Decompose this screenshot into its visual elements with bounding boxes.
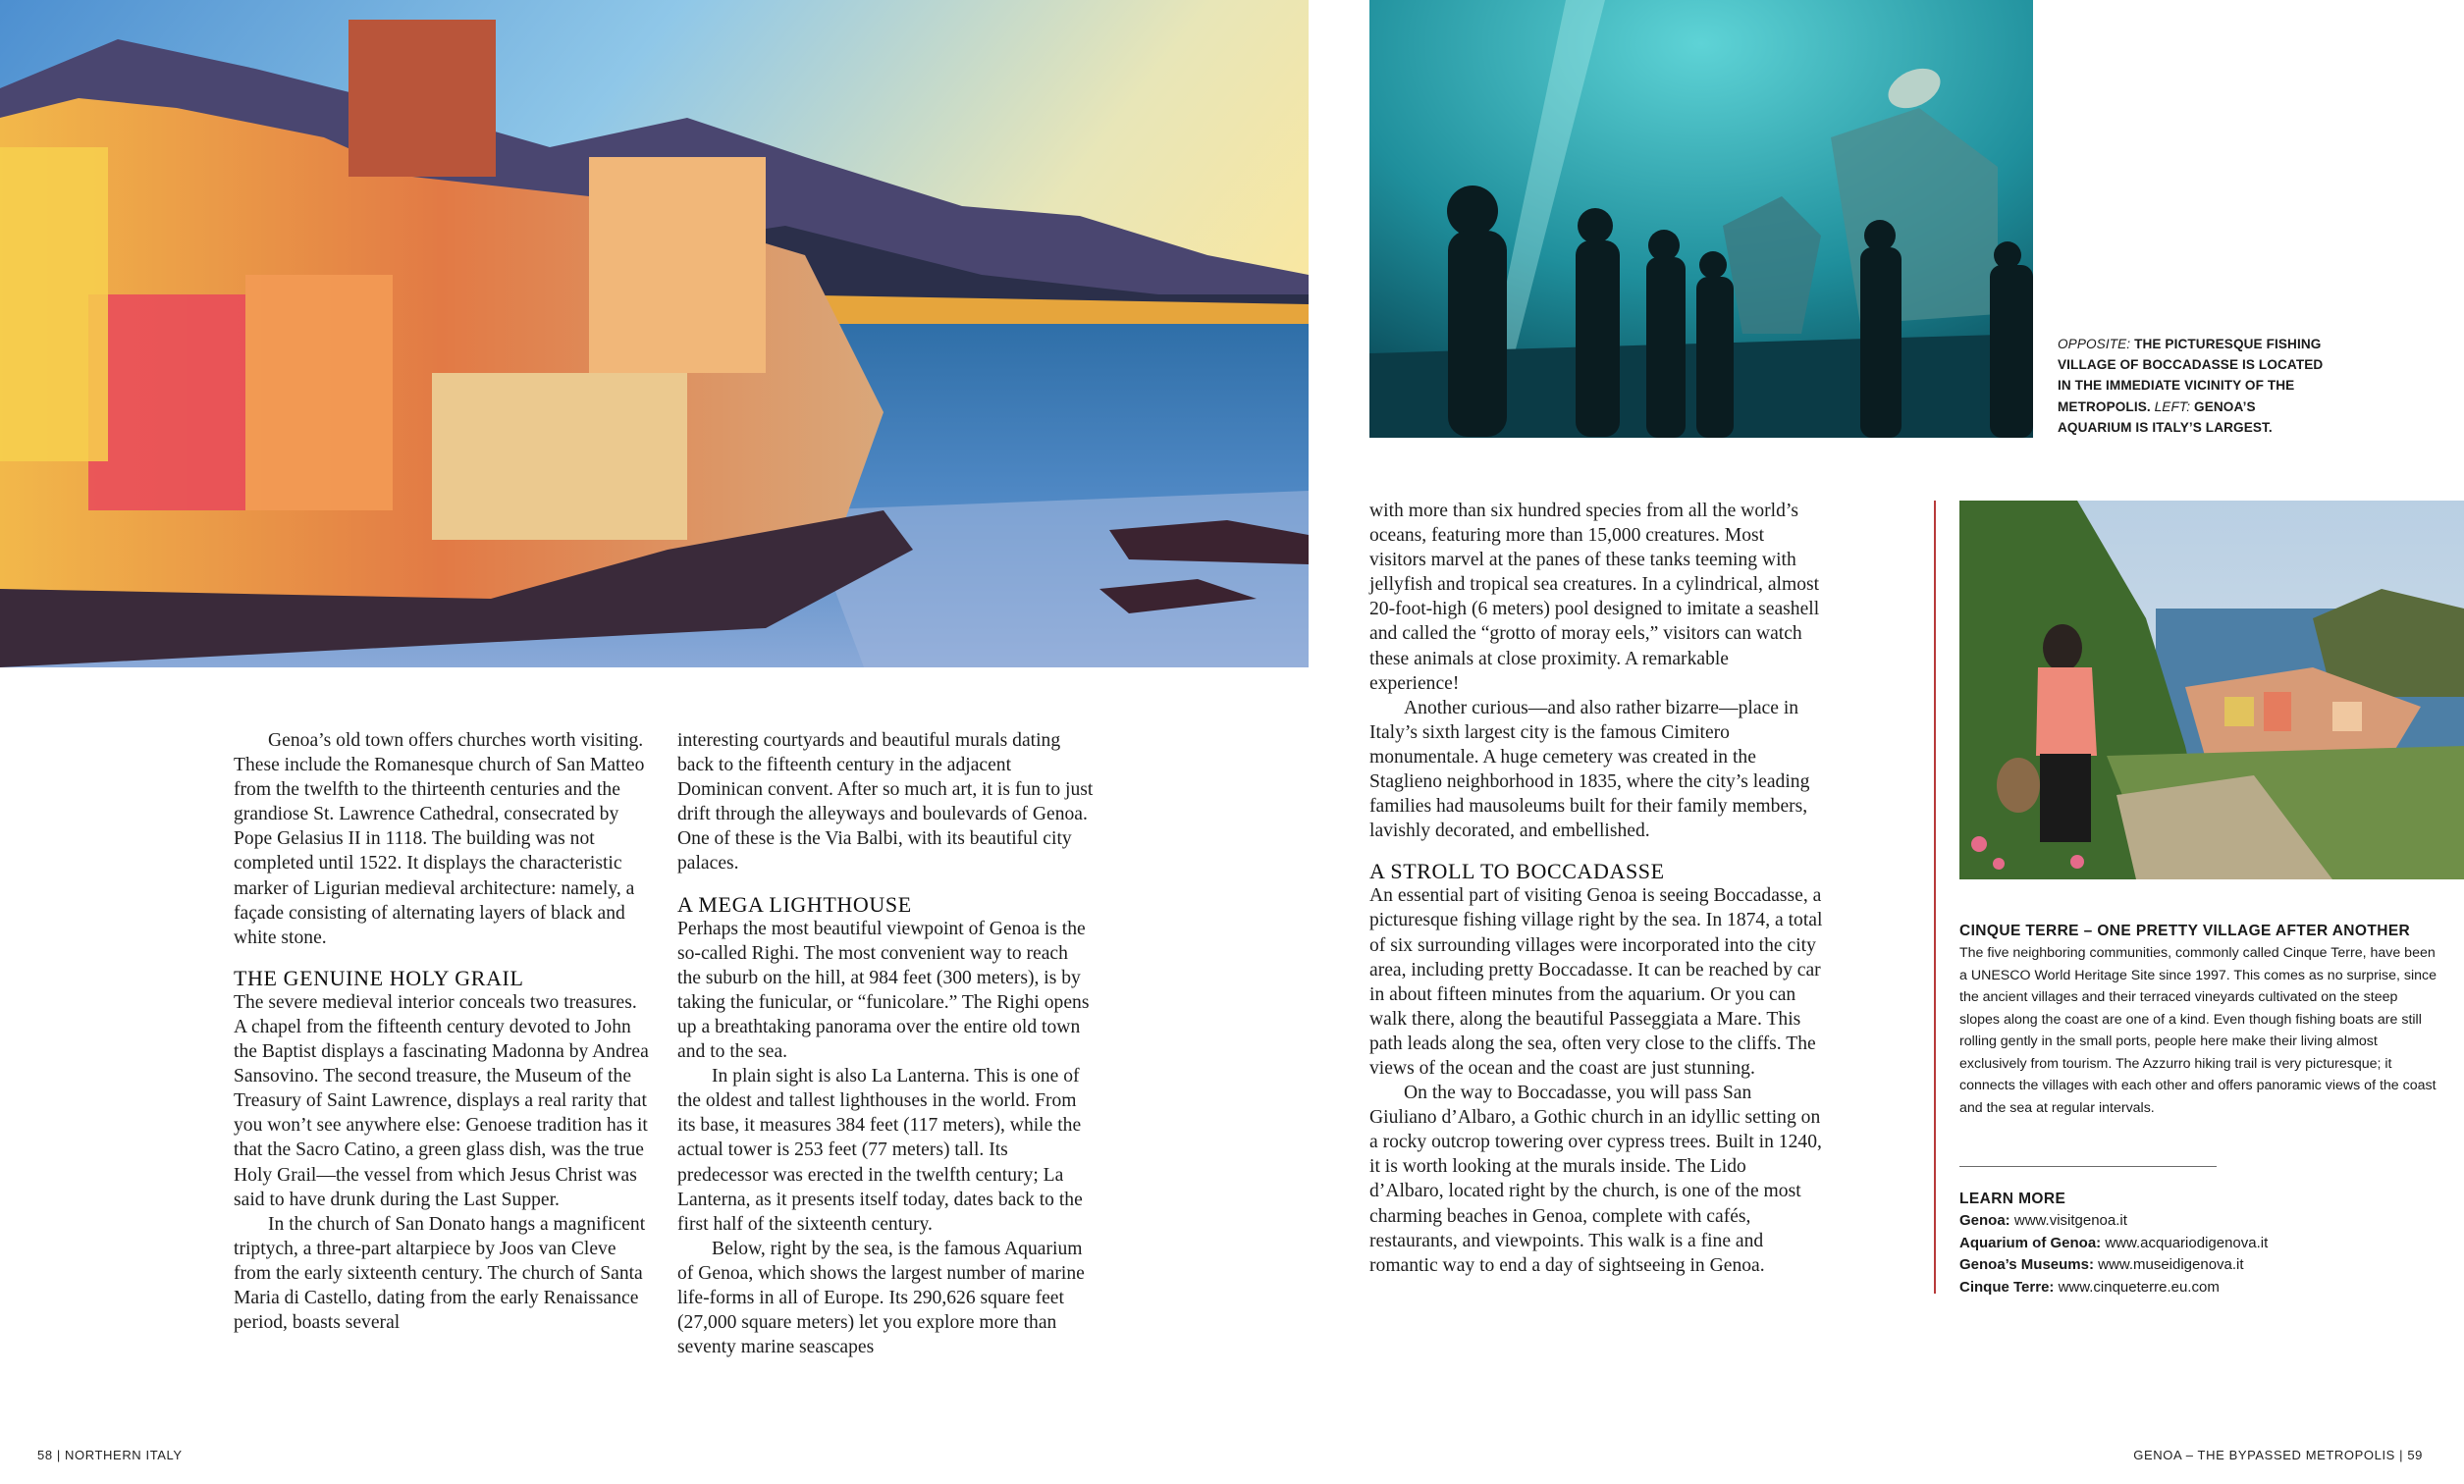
right-folio: GENOA – THE BYPASSED METROPOLIS | 59 [2133,1448,2423,1462]
link-cinque-terre [1959,1277,2440,1299]
left-page-column-2 [677,728,1095,1359]
left-page-column-1 [234,728,651,1335]
caption-label-opposite: OPPOSITE: [2058,337,2131,351]
section-heading-holy-grail: THE GENUINE HOLY GRAIL [234,965,524,990]
boccadasse-photo [0,0,1309,667]
sidebar-cinque-terre [1959,921,2440,1298]
paragraph: Perhaps the most beautiful viewpoint of Genoa is the so-called Righi. The most convenient way to reach the suburb on the hill, at 984 feet (300 meters), is by taking the funicular, or “funicolare.” The Righi opens up a breathtaking panorama over the entire old town and to the sea. [677,918,1090,1063]
paragraph: with more than six hundred species from all the world’s oceans, featuring more than 15,000 creatures. Most visitors marvel at the panes of these tanks teeming with jellyfish and tropical sea creatures. In a cylindrical, almost 20-foot-high (6 meters) pool designed to imitate a seashell and called the “grotto of moray eels,” visitors can watch these animals at close proximity. A remarkable experience! [1369,501,1820,694]
aquarium-photo [1369,0,2033,438]
paragraph: Below, right by the sea, is the famous Aquarium of Genoa, which shows the largest number of marine life-forms in all of Europe. Its 290,626 square feet (27,000 square meters) let you explore more than seventy marine seascapes [677,1238,1085,1358]
section-heading-boccadasse: A STROLL TO BOCCADASSE [1369,859,1665,884]
paragraph: On the way to Boccadasse, you will pass San Giuliano d’Albaro, a Gothic church in an idyllic setting on a rocky outcrop towering over cypress trees. Built in 1240, it is worth looking at the murals inside. The Lido d’Albaro, located right by the church, is one of the most charming beaches in Genoa, complete with cafés, restaurants, and viewpoints. This walk is a fine and romantic way to end a day of sightseeing in Genoa. [1369,1083,1822,1276]
link-label: Cinque Terre: [1959,1278,2055,1296]
sidebar-text: The five neighboring communities, commonly called Cinque Terre, have been a UNESCO World Heritage Site since 1997. This comes as no surprise, since the ancient villages and their terraced vineyards cultivated on the steep slopes along the coast are one of a kind. Even though fishing boats are still rolling gently in the small ports, people here make their living almost exclusively from tourism. The Azzurro hiking trail is very picturesque; it connects the villages with each other and offers panoramic views of the coast and the sea at regular intervals. [1959,945,2437,1116]
learn-more-heading: LEARN MORE [1959,1191,2066,1207]
right-page-column [1369,499,1823,1278]
paragraph: In the church of San Donato hangs a magnificent triptych, a three-part altarpiece by Joos van Cleve from the early sixteenth century. The church of Santa Maria di Castello, dating from the early Renaissance period, boasts several [234,1213,646,1334]
caption-label-left: LEFT: [2154,398,2191,414]
sidebar-title: CINQUE TERRE – ONE PRETTY VILLAGE AFTER ANOTHER [1959,923,2411,939]
link-url[interactable]: www.museidigenova.it [2098,1256,2244,1273]
paragraph: The severe medieval interior conceals two treasures. A chapel from the fifteenth century devoted to John the Baptist displays a fascinating Madonna by Andrea Sansovino. The second treasure, the Museum of the Treasury of Saint Lawrence, displays a real rarity that you won’t see anywhere else: Genoese tradition has it that the Sacro Catino, a green glass dish, was the true Holy Grail—the vessel from which Jesus Christ was said to have drunk during the Last Supper. [234,991,649,1210]
section-heading-mega-lighthouse: A MEGA LIGHTHOUSE [677,891,912,917]
link-url[interactable]: www.acquariodigenova.it [2105,1234,2269,1251]
link-genoa [1959,1210,2440,1233]
cinque-terre-photo [1959,501,2464,879]
left-folio: 58 | NORTHERN ITALY [37,1448,183,1462]
paragraph: Another curious—and also rather bizarre—place in Italy’s sixth largest city is the famous Cimitero monumentale. A huge cemetery was created in the Staglieno neighborhood in 1835, where the city’s leading families had mausoleums built for their family members, lavishly decorated, and embellished. [1369,697,1810,842]
link-url[interactable]: www.visitgenoa.it [2013,1212,2127,1229]
caption-text-left: GENOA’S AQUARIUM IS ITALY’S LARGEST. [2058,398,2273,435]
link-museums [1959,1254,2440,1277]
sidebar-divider [1959,1166,2217,1167]
link-label: Genoa’s Museums: [1959,1256,2094,1273]
caption-text-opposite: THE PICTURESQUE FISHING VILLAGE OF BOCCADASSE IS LOCATED IN THE IMMEDIATE VICINITY OF THE METROPOLIS. [2058,337,2324,414]
sidebar-accent-rule [1934,501,1936,1294]
link-label: Genoa: [1959,1212,2010,1229]
link-url[interactable]: www.cinqueterre.eu.com [2058,1278,2220,1296]
paragraph: Genoa’s old town offers churches worth visiting. These include the Romanesque church of San Matteo from the twelfth to the thirteenth centuries and the grandiose St. Lawrence Cathedral, consecrated by Pope Gelasius II in 1118. The building was not completed until 1522. It displays the characteristic marker of Ligurian medieval architecture: namely, a façade consisting of alternating layers of black and white stone. [234,730,645,948]
paragraph: An essential part of visiting Genoa is seeing Boccadasse, a picturesque fishing village right by the sea. In 1874, a total of six surrounding villages were incorporated into the city area, including pretty Boccadasse. It can be reached by car in about fifteen minutes from the aquarium. Or you can walk there, along the beautiful Passeggiata a Mare. This path leads along the sea, often very close to the cliffs. The views of the ocean and the coast are just stunning. [1369,885,1823,1079]
paragraph: In plain sight is also La Lanterna. This is one of the oldest and tallest lighthouses in the world. From its base, it measures 384 feet (117 meters), while the actual tower is 253 feet (77 meters) tall. Its predecessor was erected in the twelfth century; La Lanterna, as it presents itself today, dates back to the first half of the sixteenth century. [677,1066,1083,1235]
link-aquarium [1959,1233,2440,1255]
link-label: Aquarium of Genoa: [1959,1234,2102,1251]
photo-caption [2058,334,2330,438]
paragraph: interesting courtyards and beautiful murals dating back to the fifteenth century in the adjacent Dominican convent. After so much art, it is fun to just drift through the alleyways and boulevards of Genoa. One of these is the Via Balbi, with its beautiful city palaces. [677,730,1094,874]
